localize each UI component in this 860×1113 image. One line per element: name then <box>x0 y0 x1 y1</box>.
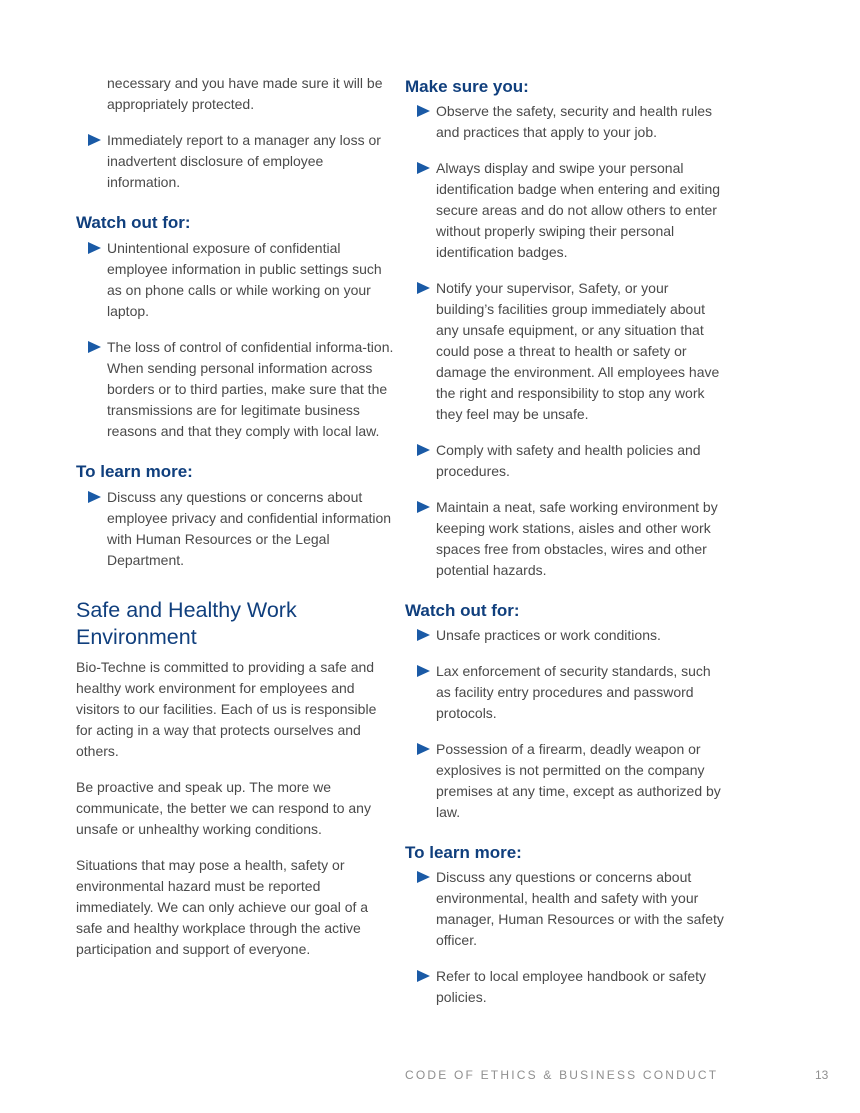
section-paragraph: Situations that may pose a health, safety or environmental hazard must be reported immediately. We can only achieve our goal of a safe and healthy workplace through the active participation and support of everyone. <box>76 857 369 957</box>
bullet-text: Comply with safety and health policies and procedures. <box>436 442 701 479</box>
triangle-bullet-icon <box>88 341 101 353</box>
bullet-text: Notify your supervisor, Safety, or your building’s facilities group immediately about any unsafe equipment, or any situation that could pose a threat to health or safety or damage the environment. All employees have the right and responsibility to stop any work they feel may be unsafe. <box>436 280 720 422</box>
list-item <box>405 158 725 263</box>
bullet-text: Discuss any questions or concerns about employee privacy and confidential information with Human Resources or the Legal Department. <box>107 489 392 568</box>
triangle-bullet-icon <box>417 105 430 117</box>
left-watch-out-heading: Watch out for: <box>76 213 191 232</box>
privacy-bullets <box>76 130 396 193</box>
list-item <box>405 278 725 425</box>
right-learn-more-heading: To learn more: <box>405 843 522 862</box>
bullet-text: Unintentional exposure of confidential employee information in public settings such as on phone calls or while working on your laptop. <box>107 240 382 319</box>
right-watch-out-heading: Watch out for: <box>405 601 520 620</box>
list-item <box>405 440 725 482</box>
continuation-text: necessary and you have made sure it will be appropriately protected. <box>107 75 383 112</box>
left-learn-more-list <box>76 487 396 571</box>
left-learn-more-heading: To learn more: <box>76 462 193 481</box>
bullet-text: Always display and swipe your personal identification badge when entering and exiting secure areas and do not allow others to enter without properly swiping their personal identification badges. <box>436 160 721 260</box>
right-column <box>405 76 725 1023</box>
list-item <box>405 625 725 646</box>
triangle-bullet-icon <box>417 162 430 174</box>
section-paragraph: Be proactive and speak up. The more we communicate, the better we can respond to any unsafe or unhealthy working conditions. <box>76 779 371 837</box>
triangle-bullet-icon <box>417 501 430 513</box>
bullet-text: The loss of control of confidential informa-tion. When sending personal information across borders or to third parties, make sure that the transmissions are for legitimate business reasons and that they comply with local law. <box>107 339 394 439</box>
list-item <box>405 867 725 951</box>
list-item <box>76 130 396 193</box>
bullet-text: Refer to local employee handbook or safety policies. <box>436 968 707 1005</box>
bullet-text: Observe the safety, security and health rules and practices that apply to your job. <box>436 103 712 140</box>
triangle-bullet-icon <box>417 444 430 456</box>
list-item <box>76 238 396 322</box>
list-item <box>405 497 725 581</box>
list-item <box>405 739 725 823</box>
section-title: Safe and Healthy Work Environment <box>76 598 297 649</box>
triangle-bullet-icon <box>417 665 430 677</box>
bullet-text: Discuss any questions or concerns about environmental, health and safety with your manager, Human Resources or with the safety officer. <box>436 869 724 948</box>
triangle-bullet-icon <box>417 629 430 641</box>
triangle-bullet-icon <box>417 282 430 294</box>
triangle-bullet-icon <box>417 970 430 982</box>
list-item <box>405 661 725 724</box>
list-item <box>76 487 396 571</box>
section-paragraph: Bio-Techne is committed to providing a safe and healthy work environment for employees and visitors to our facilities. Each of us is responsible for acting in a way that protects ourselves and others. <box>76 659 377 759</box>
make-sure-heading: Make sure you: <box>405 77 529 96</box>
triangle-bullet-icon <box>417 871 430 883</box>
triangle-bullet-icon <box>417 743 430 755</box>
bullet-text: Lax enforcement of security standards, such as facility entry procedures and password protocols. <box>436 663 711 721</box>
right-learn-more-list <box>405 867 725 1008</box>
left-watch-out-list <box>76 238 396 442</box>
right-watch-out-list <box>405 625 725 823</box>
bullet-text: Immediately report to a manager any loss or inadvertent disclosure of employee information. <box>107 132 381 190</box>
bullet-text: Possession of a firearm, deadly weapon or explosives is not permitted on the company premises at any time, except as authorized by law. <box>436 741 721 820</box>
triangle-bullet-icon <box>88 242 101 254</box>
footer-title: CODE OF ETHICS & BUSINESS CONDUCT <box>405 1068 719 1082</box>
make-sure-list <box>405 101 725 581</box>
triangle-bullet-icon <box>88 491 101 503</box>
triangle-bullet-icon <box>88 134 101 146</box>
list-item <box>405 966 725 1008</box>
left-column <box>76 73 396 975</box>
list-item <box>76 337 396 442</box>
page-number: 13 <box>815 1068 829 1082</box>
bullet-text: Unsafe practices or work conditions. <box>436 627 661 643</box>
list-item <box>405 101 725 143</box>
bullet-text: Maintain a neat, safe working environment by keeping work stations, aisles and other work spaces free from obstacles, wires and other potential hazards. <box>436 499 718 578</box>
